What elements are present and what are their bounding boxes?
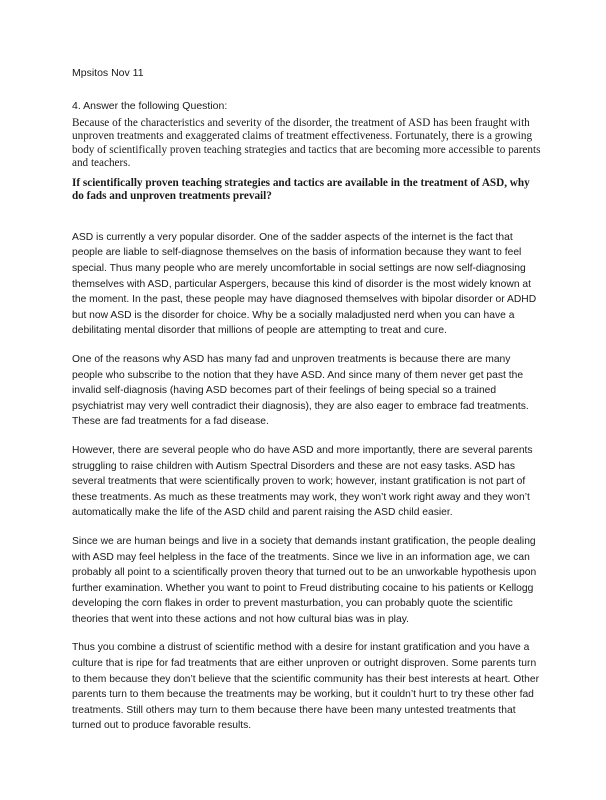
answer-paragraph-5: Thus you combine a distrust of scientific method with a desire for instant gratification and you have a culture that is ripe for fad treatments that are either unproven or outright disproven. Some parents turn to them because they don’t believe that the scientific community has their best interests at heart. Other parents turn to them because the treatments may be working, but it couldn’t hurt to try these other fad treatments. Still others may turn to them because there have been many untested treatments that turned out to produce favorable results. — [72, 642, 540, 732]
answer-paragraph-2: One of the reasons why ASD has many fad and unproven treatments is because there are many people who subscribe to the notion that they have ASD. And since many of them never get past the invalid self-diagnosis (having ASD becomes part of their feelings of being special so a trained psychiatrist may very well contradict their diagnosis), they are also eager to embrace fad treatments. These are fad treatments for a fad disease. — [72, 353, 529, 428]
answer-paragraph-4: Since we are human beings and live in a society that demands instant gratification, the people dealing with ASD may feel helpless in the face of the treatments. Since we live in an information age, we can probably all point to a scientifically proven theory that turned out to be an unworkable hypothesis upon further examination. Whether you want to point to Freud distributing cocaine to his patients or Kellogg developing the corn flakes in order to prevent masturbation, you can probably quote the scientific theories that went into these actions and not how cultural bias was in play. — [72, 535, 537, 625]
author-date-header: Mpsitos Nov 11 — [72, 67, 144, 79]
question-number-label: 4. Answer the following Question: — [72, 100, 228, 112]
question-prompt: Because of the characteristics and severity of the disorder, the treatment of ASD has been fraught with unproven treatments and exaggerated claims of treatment effectiveness. Fortunately, there is a growing body of scientifically proven teaching strategies and tactics that are becoming more accessible to parents and teachers. — [72, 117, 541, 170]
answer-paragraph-3: However, there are several people who do have ASD and more importantly, there are several parents struggling to raise children with Autism Spectral Disorders and these are not easy tasks. ASD has several treatments that were scientifically proven to work; however, instant gratification is not part of these treatments. As much as these treatments may work, they won’t work right away and they won’t automatically make the life of the ASD child and parent raising the ASD child easier. — [72, 444, 533, 519]
document-page — [72, 66, 542, 747]
answer-paragraph-1: ASD is currently a very popular disorder. One of the sadder aspects of the internet is the fact that people are liable to self-diagnose themselves on the basis of information because they want to feel special. Thus many people who are merely uncomfortable in social settings are now self-diagnosing themselves with ASD, particular Aspergers, because this kind of disorder is the most widely known at the moment. In the past, these people may have diagnosed themselves with bipolar disorder or ADHD but now ASD is the disorder for choice. Why be a socially maladjusted nerd when you can have a debilitating mental disorder that millions of people are attempting to treat and cure. — [72, 231, 537, 337]
question-heading: If scientifically proven teaching strategies and tactics are available in the treatment of ASD, why do fads and unproven treatments prevail? — [72, 176, 530, 203]
